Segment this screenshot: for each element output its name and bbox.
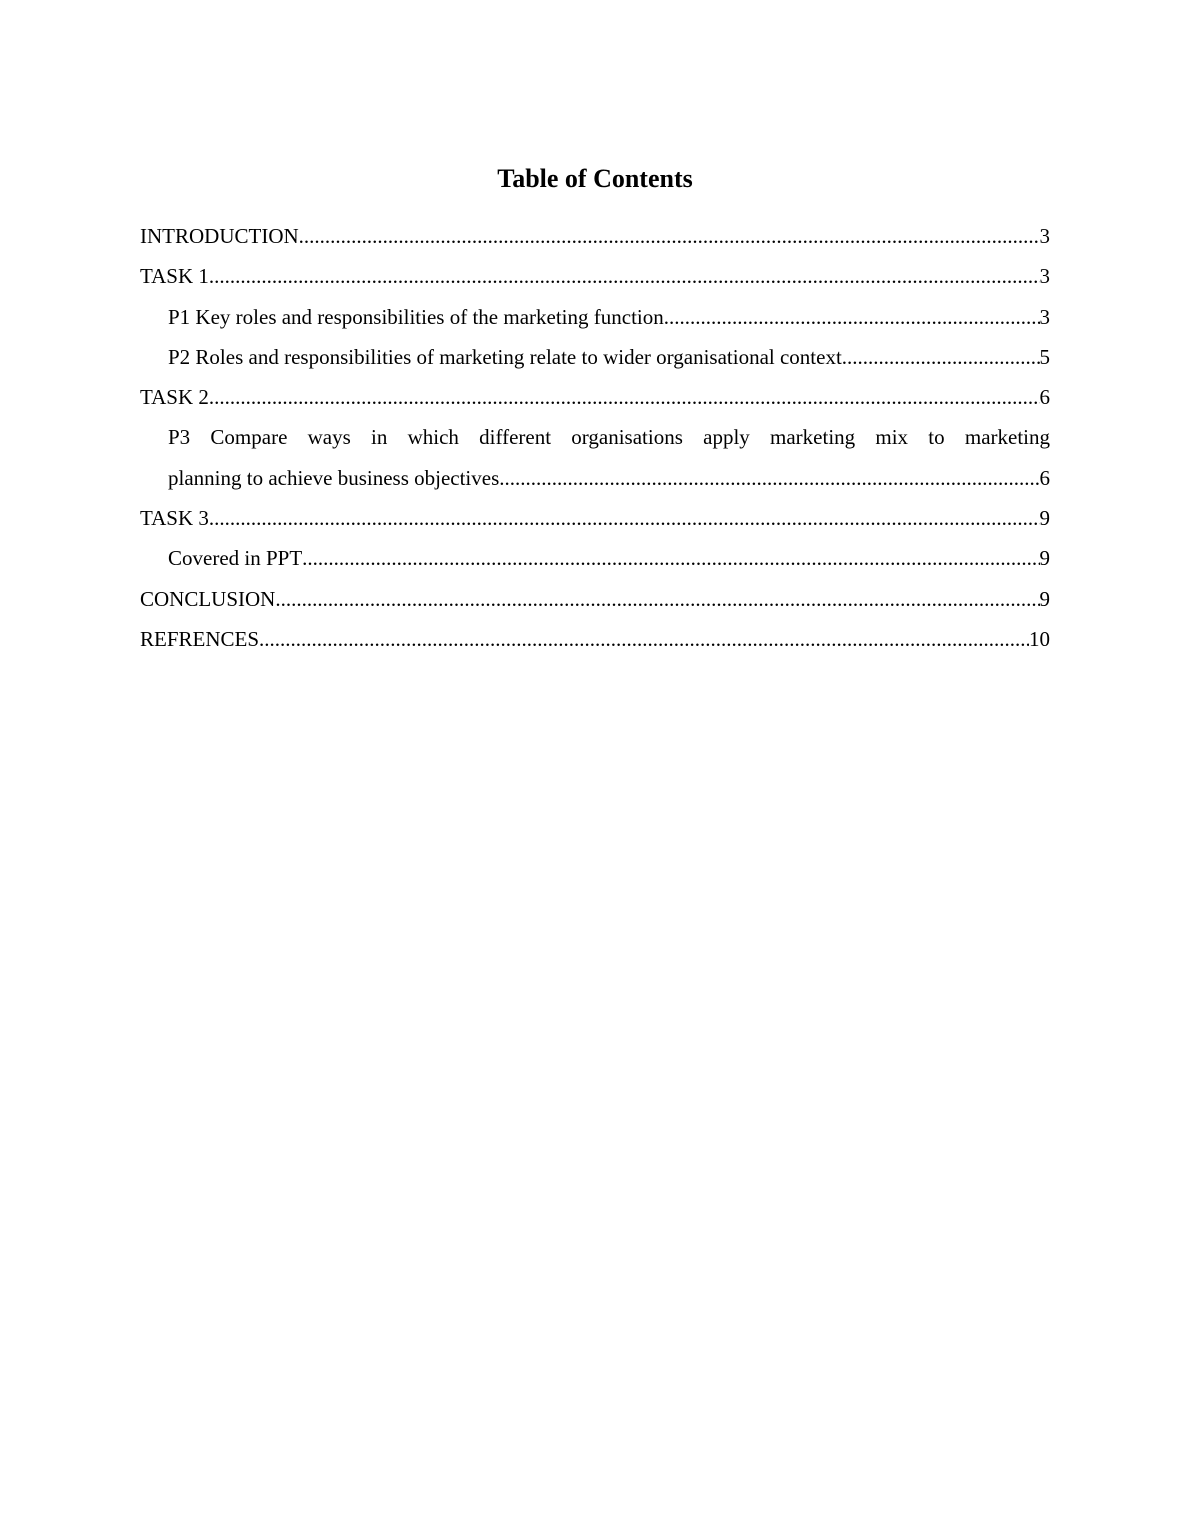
toc-entry-label-line-2: planning to achieve business objectives bbox=[168, 465, 500, 490]
toc-leader-dots bbox=[275, 579, 1039, 619]
toc-entry-label: P2 Roles and responsibilities of marketing relate to wider organisational context bbox=[168, 344, 842, 369]
toc-entry-label: INTRODUCTION bbox=[140, 224, 299, 248]
toc-entry-label: TASK 1 bbox=[140, 264, 209, 289]
toc-title: Table of Contents bbox=[497, 164, 693, 193]
toc-entry-conclusion[interactable] bbox=[140, 579, 1050, 619]
toc-entry-covered-in-ppt[interactable] bbox=[140, 538, 1050, 578]
toc-entry-p1[interactable] bbox=[140, 297, 1050, 337]
toc-entry-line-2 bbox=[168, 458, 1050, 498]
toc-entry-references[interactable] bbox=[140, 619, 1050, 659]
toc-page-number: 5 bbox=[1039, 344, 1050, 369]
toc-page-number: 3 bbox=[1039, 304, 1050, 329]
toc-leader-dots bbox=[499, 458, 1039, 498]
toc-entry-label: REFRENCES bbox=[140, 626, 260, 651]
toc-page-number: 6 bbox=[1039, 385, 1050, 410]
toc-entry-task-2[interactable] bbox=[140, 377, 1050, 417]
toc-entry-label: P1 Key roles and responsibilities of the marketing function bbox=[168, 304, 664, 329]
toc-entry-p2[interactable] bbox=[140, 337, 1050, 377]
toc-page-number: 9 bbox=[1039, 506, 1050, 531]
toc-page-number: 9 bbox=[1039, 546, 1050, 571]
toc-leader-dots bbox=[842, 337, 1040, 377]
toc-entry-label: CONCLUSION bbox=[140, 586, 276, 611]
toc-entry-label: TASK 2 bbox=[140, 385, 209, 410]
toc-page-number: 9 bbox=[1039, 586, 1050, 611]
toc-entry-label: TASK 3 bbox=[140, 506, 209, 531]
toc-entry-task-3[interactable] bbox=[140, 498, 1050, 538]
toc-entry-p3[interactable] bbox=[140, 417, 1050, 498]
toc-entry-task-1[interactable] bbox=[140, 256, 1050, 296]
toc-list bbox=[140, 216, 1050, 659]
toc-page-number: 10 bbox=[1029, 626, 1050, 651]
toc-leader-dots bbox=[259, 619, 1029, 659]
toc-page-number: 3 bbox=[1039, 264, 1050, 289]
toc-leader-dots bbox=[299, 216, 1040, 256]
toc-entry-label-line-1: P3 Compare ways in which different organisations apply marketing mix to marketing bbox=[168, 425, 1050, 450]
toc-leader-dots bbox=[209, 256, 1040, 296]
toc-leader-dots bbox=[209, 377, 1040, 417]
toc-entry-introduction[interactable] bbox=[140, 216, 1050, 256]
toc-leader-dots bbox=[302, 538, 1039, 578]
toc-leader-dots bbox=[209, 498, 1040, 538]
toc-page-number: 3 bbox=[1039, 224, 1050, 248]
toc-leader-dots bbox=[664, 297, 1040, 337]
toc-page-number: 6 bbox=[1039, 465, 1050, 490]
toc-entry-label: Covered in PPT bbox=[168, 546, 303, 571]
